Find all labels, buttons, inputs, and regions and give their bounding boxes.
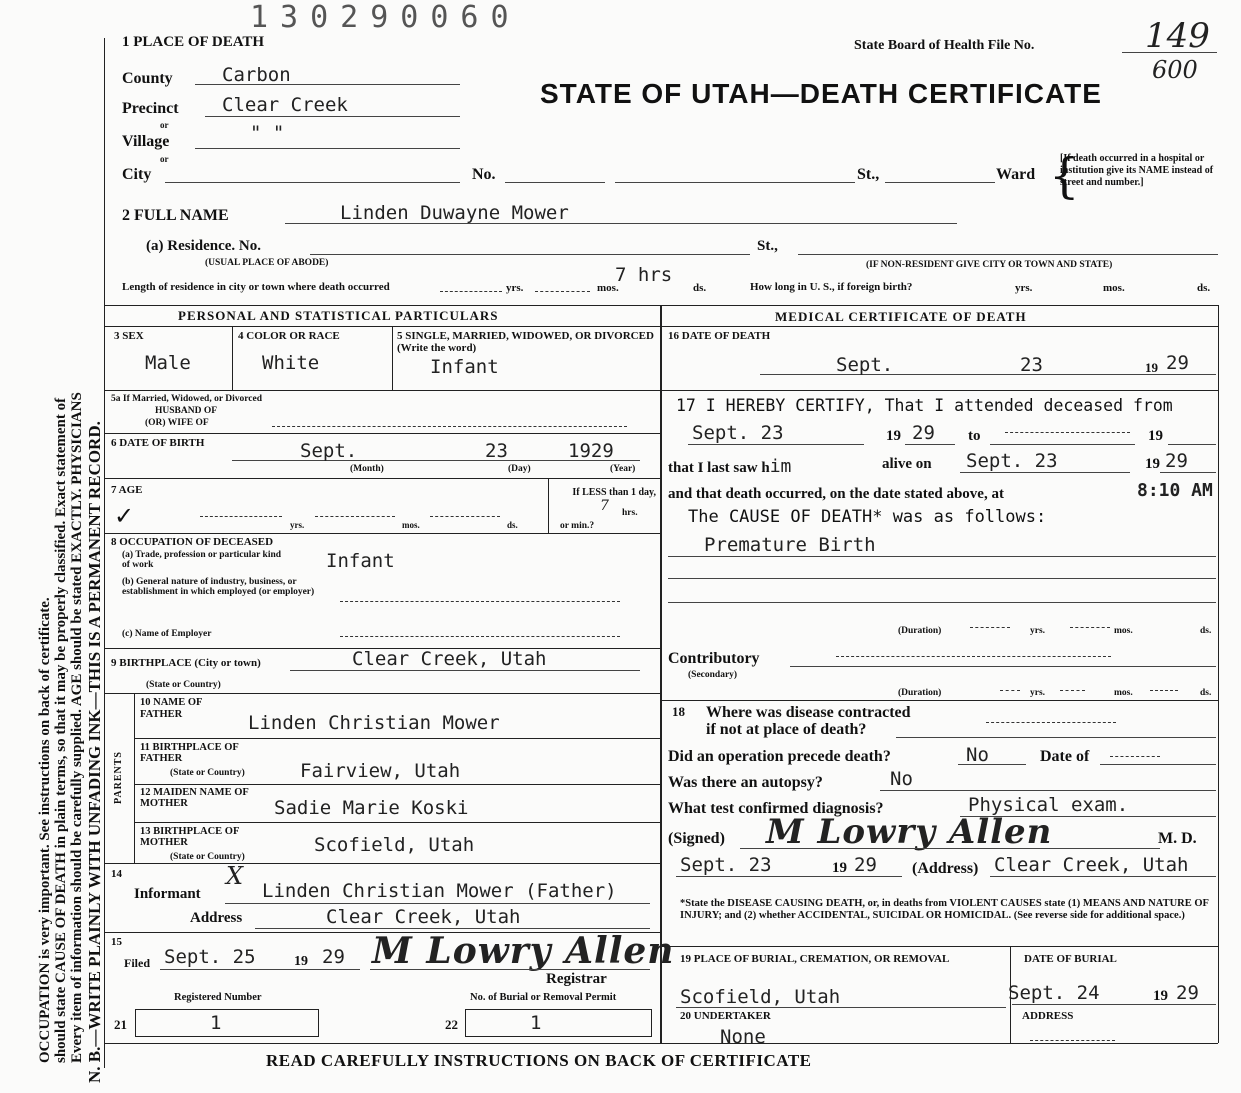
last-saw-text: that I last saw h [668, 460, 770, 476]
street-no-label: No. [472, 166, 496, 183]
footnote: *State the DISEASE CAUSING DEATH, or, in deaths from VIOLENT CAUSES state (1) MEANS AND NATURE OF INJURY; and (2) whether ACCIDENTAL, SUICIDAL OR HOMICIDAL. (See reverse side for additional space.) [680, 898, 1209, 921]
duration-ds-1: ds. [1200, 626, 1212, 636]
operation-date-label: Date of [1040, 748, 1090, 765]
q18-number: 18 [672, 704, 685, 719]
sign-date: Sept. 23 [680, 854, 772, 876]
if-not-place-label: if not at place of death? [706, 721, 867, 738]
file-number: 149 [1145, 16, 1210, 56]
duration-ds-2: ds. [1200, 688, 1212, 698]
stamp-number: 130290060 [250, 0, 521, 35]
attended-to-label: to [968, 428, 981, 444]
spouse-label-b: HUSBAND OF [155, 406, 218, 416]
birthplace-label: 9 BIRTHPLACE (City or town) [111, 657, 261, 669]
last-saw-19: 19 [1145, 456, 1160, 472]
dob-year-cap: (Year) [610, 464, 636, 474]
occupation-value: Infant [326, 550, 395, 572]
burial-permit-label: No. of Burial or Removal Permit [470, 992, 617, 1003]
undertaker-label: 20 UNDERTAKER [680, 1010, 771, 1022]
foreign-label: How long in U. S., if foreign birth? [750, 281, 913, 293]
informant-address-label: Address [190, 910, 243, 926]
marital-value: Infant [430, 356, 499, 378]
burial-date-label: DATE OF BURIAL [1024, 953, 1117, 965]
sex-value: Male [145, 352, 191, 374]
duration-mos-1: mos. [1114, 626, 1133, 636]
autopsy-label: Was there an autopsy? [668, 774, 823, 791]
last-saw-year: 29 [1165, 450, 1188, 472]
filed-number: 15 [111, 936, 122, 948]
dob-month-cap: (Month) [350, 464, 384, 474]
hrs-label: hrs. [622, 508, 638, 518]
side-note-line1: N. B.—WRITE PLAINLY WITH UNFADING INK—THIS IS A PERMANENT RECORD. [85, 421, 104, 1083]
village-value: " " [250, 122, 285, 144]
where-contracted-label: Where was disease contracted [706, 704, 911, 721]
alive-on-label: alive on [882, 456, 932, 472]
father-name-value: Linden Christian Mower [248, 712, 500, 734]
dob-day-cap: (Day) [508, 464, 531, 474]
ward-bracket-icon: { [1049, 148, 1080, 204]
last-saw-date: Sept. 23 [966, 450, 1058, 472]
occupation-b-label: (b) General nature of industry, business, or establishment in which employed (or employer) [122, 577, 315, 597]
precinct-label: Precinct [122, 100, 179, 117]
duration-yrs-2: yrs. [1030, 688, 1046, 698]
county-value: Carbon [222, 64, 291, 86]
age-mos: mos. [402, 520, 420, 530]
burial-place-label: 19 PLACE OF BURIAL, CREMATION, OR REMOVAL [680, 953, 950, 965]
burial-permit-value: 1 [530, 1012, 542, 1034]
hrs-value: 7 [600, 498, 609, 514]
dob-label: 6 DATE OF BIRTH [111, 437, 205, 449]
attended-from-year: 29 [912, 422, 935, 444]
certify-statement: 17 I HEREBY CERTIFY, That I attended deceased from [676, 396, 1173, 415]
county-label: County [122, 70, 173, 87]
birthplace-sub: (State or Country) [146, 680, 221, 690]
father-birthplace-label: 11 BIRTHPLACE OF FATHER [140, 742, 239, 764]
length-label: Length of residence in city or town where death occurred [122, 281, 390, 293]
medical-heading: MEDICAL CERTIFICATE OF DEATH [775, 309, 1027, 324]
or-label-2: or [160, 154, 169, 164]
or-label-1: or [160, 120, 169, 130]
street-label: St., [857, 166, 880, 183]
informant-x-mark: X [226, 862, 244, 890]
signed-label: (Signed) [668, 830, 725, 847]
death-day: 23 [1020, 354, 1043, 376]
dob-month: Sept. [300, 440, 358, 462]
operation-label: Did an operation precede death? [668, 748, 891, 765]
registered-number-value: 1 [210, 1012, 222, 1034]
length-ds: ds. [693, 282, 707, 294]
ward-note: [If death occurred in a hospital or institution give its NAME instead of street and number.] [1060, 153, 1214, 188]
physician-signature: M Lowry Allen [766, 812, 1053, 852]
file-number-note: 600 [1152, 56, 1198, 84]
marital-label: 5 SINGLE, MARRIED, WIDOWED, OR DIVORCED (Write the word) [397, 330, 654, 354]
father-name-label: 10 NAME OF FATHER [140, 697, 203, 720]
foreign-ds: ds. [1197, 282, 1211, 294]
side-note-line2: Every item of information should be carefully supplied. AGE should be stated EXACTLY. PHYSICIANS [69, 392, 85, 1063]
residence-sub: (USUAL PLACE OF ABODE) [205, 258, 329, 268]
death-19: 19 [1145, 360, 1158, 375]
side-note [37, 63, 103, 1083]
race-label: 4 COLOR OR RACE [238, 330, 340, 342]
filed-year: 29 [322, 946, 345, 968]
filed-date: Sept. 25 [164, 946, 256, 968]
length-value: 7 hrs [615, 264, 673, 286]
city-label: City [122, 166, 152, 183]
residence-st-label: St., [757, 238, 778, 254]
mother-birthplace-value: Scofield, Utah [314, 834, 475, 856]
duration-label-2: (Duration) [898, 688, 942, 698]
full-name-label: 2 FULL NAME [122, 207, 229, 224]
burial-year: 29 [1176, 982, 1199, 1004]
dob-day: 23 [485, 440, 508, 462]
last-saw-him: im [769, 456, 792, 477]
ward-label: Ward [996, 166, 1036, 183]
filed-19: 19 [294, 954, 308, 969]
place-of-death-heading: 1 PLACE OF DEATH [122, 34, 265, 50]
cause-label: The CAUSE OF DEATH* was as follows: [688, 507, 1047, 527]
check-mark-icon: ✓ [114, 502, 135, 530]
father-birthplace-value: Fairview, Utah [300, 760, 461, 782]
dob-year: 1929 [568, 440, 614, 462]
operation-value: No [966, 744, 989, 766]
test-label: What test confirmed diagnosis? [668, 800, 884, 817]
length-mos: mos. [597, 282, 619, 294]
if-less-label: If LESS than 1 day, [572, 487, 656, 498]
employer-label: (c) Name of Employer [122, 629, 212, 639]
length-yrs: yrs. [506, 282, 524, 294]
parents-label: PARENTS [112, 751, 124, 804]
field-22-label: 22 [445, 1017, 458, 1032]
main-title: STATE OF UTAH—DEATH CERTIFICATE [540, 78, 1102, 109]
spouse-label-a: 5a If Married, Widowed, or Divorced [111, 394, 263, 404]
footer-instructions: READ CAREFULLY INSTRUCTIONS ON BACK OF CERTIFICATE [266, 1051, 812, 1070]
filed-label: Filed [124, 956, 150, 970]
father-birthplace-sub: (State or Country) [170, 768, 245, 778]
precinct-value: Clear Creek [222, 94, 348, 116]
duration-yrs-1: yrs. [1030, 626, 1046, 636]
sign-address-label: (Address) [912, 860, 979, 877]
personal-heading: PERSONAL AND STATISTICAL PARTICULARS [178, 308, 499, 323]
or-min-label: or min.? [560, 521, 595, 531]
attended-to-19: 19 [1148, 428, 1163, 444]
informant-number: 14 [111, 868, 122, 880]
attended-from-19: 19 [886, 428, 901, 444]
duration-mos-2: mos. [1114, 688, 1133, 698]
mother-name-value: Sadie Marie Koski [274, 797, 469, 819]
informant-address-value: Clear Creek, Utah [326, 906, 521, 928]
residence-label: (a) Residence. No. [146, 238, 261, 254]
file-label: State Board of Health File No. [854, 38, 1035, 53]
sex-label: 3 SEX [114, 330, 144, 342]
death-occurred-label: and that death occurred, on the date stated above, at [668, 486, 1004, 502]
informant-value: Linden Christian Mower (Father) [262, 880, 617, 902]
death-month: Sept. [836, 354, 894, 376]
side-note-line3: should state CAUSE OF DEATH in plain terms, so that it may be properly classified. Exact statement of [53, 397, 69, 1063]
undertaker-value: None [720, 1026, 766, 1048]
full-name-value: Linden Duwayne Mower [340, 202, 569, 224]
mother-name-label: 12 MAIDEN NAME OF MOTHER [140, 787, 249, 809]
registrar-label: Registrar [546, 971, 607, 987]
foreign-yrs: yrs. [1015, 282, 1033, 294]
mother-birthplace-sub: (State or Country) [170, 852, 245, 862]
foreign-mos: mos. [1103, 282, 1125, 294]
burial-date-value: Sept. 24 [1008, 982, 1100, 1004]
spouse-label-c: (OR) WIFE OF [145, 418, 209, 428]
death-year: 29 [1166, 352, 1189, 374]
md-label: M. D. [1158, 830, 1197, 847]
occupation-a-label: (a) Trade, profession or particular kind of work [122, 550, 282, 570]
autopsy-value: No [890, 768, 913, 790]
secondary-label: (Secondary) [688, 670, 738, 680]
birthplace-value: Clear Creek, Utah [352, 648, 547, 670]
village-label: Village [122, 133, 170, 150]
mother-birthplace-label: 13 BIRTHPLACE OF MOTHER [140, 826, 240, 848]
informant-label: Informant [134, 886, 201, 902]
undertaker-address-label: ADDRESS [1022, 1010, 1074, 1022]
field-21-label: 21 [114, 1017, 127, 1032]
nonres-note: (IF NON-RESIDENT GIVE CITY OR TOWN AND STATE) [866, 260, 1113, 270]
age-label: 7 AGE [111, 484, 143, 496]
burial-place-value: Scofield, Utah [680, 986, 841, 1008]
attended-from-date: Sept. 23 [692, 422, 784, 444]
sign-19: 19 [832, 860, 847, 876]
sign-address-value: Clear Creek, Utah [994, 854, 1189, 876]
cause-value: Premature Birth [704, 534, 876, 556]
side-note-line4: OCCUPATION is very important. See instructions on back of certificate. [37, 597, 53, 1063]
age-yrs: yrs. [290, 520, 305, 530]
occupation-label: 8 OCCUPATION OF DECEASED [111, 536, 274, 548]
death-time: 8:10 AM [1137, 480, 1213, 501]
age-ds: ds. [507, 520, 518, 530]
duration-label-1: (Duration) [898, 626, 942, 636]
date-of-death-label: 16 DATE OF DEATH [668, 330, 771, 342]
test-value: Physical exam. [968, 794, 1129, 816]
burial-19: 19 [1153, 988, 1168, 1004]
last-saw-label [668, 456, 791, 477]
contributory-label: Contributory [668, 650, 760, 667]
sign-year: 29 [854, 854, 877, 876]
registrar-signature: M Lowry Allen [372, 930, 675, 972]
registered-number-label: Registered Number [174, 992, 262, 1003]
race-value: White [262, 352, 320, 374]
